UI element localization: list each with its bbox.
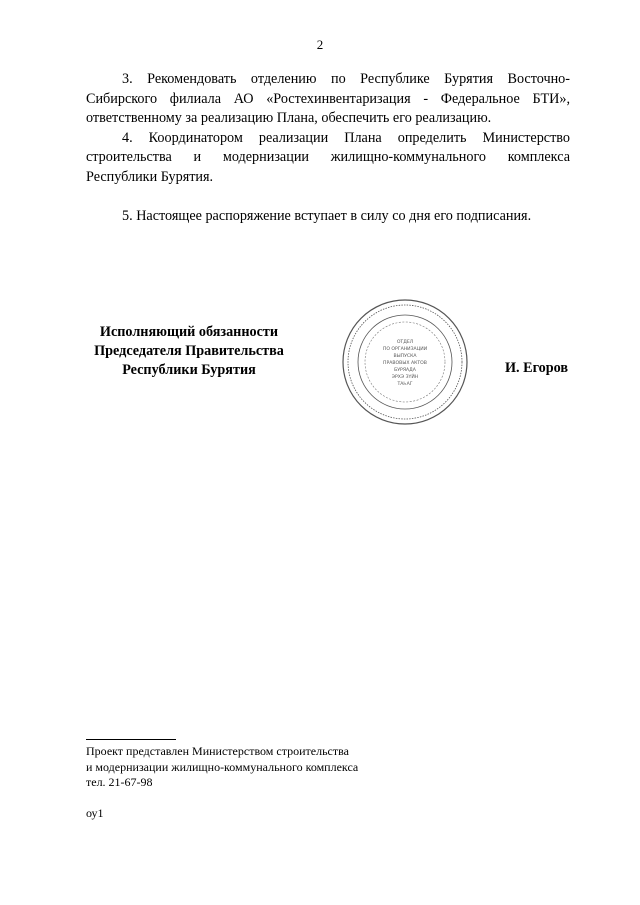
seal-text-line: ЭРХЭ ЗҮЙН bbox=[391, 375, 419, 380]
footer-line: Проект представлен Министерством строительства bbox=[86, 744, 349, 758]
signatory-line: Исполняющий обязанности bbox=[99, 324, 279, 340]
paragraph-3: 3. Рекомендовать отделению по Республике Бурятия Восточно-Сибирского филиала АО «Ростехинвентаризация - Федеральное БТИ», ответственному за реализацию Плана, обеспечить его реализацию. bbox=[86, 71, 570, 126]
paragraph-4: 4. Координатором реализации Плана определить Министерство строительства и модернизации жилищно-коммунального комплекса Республики Бурятия. bbox=[86, 129, 570, 185]
official-seal-stamp bbox=[340, 297, 470, 427]
seal-text-line: ТАҺАГ bbox=[397, 382, 413, 387]
footer-line: и модернизации жилищно-коммунального комплекса bbox=[86, 759, 359, 774]
footer-note bbox=[86, 744, 358, 791]
document-code: оу1 bbox=[86, 806, 104, 820]
seal-text-line: ВЫПУСКА bbox=[393, 354, 417, 359]
paragraph-5: 5. Настоящее распоряжение вступает в силу со дня его подписания. bbox=[122, 208, 532, 224]
footnote-divider bbox=[86, 739, 176, 740]
page-number: 2 bbox=[316, 37, 324, 52]
seal-text-line: ОТДЕЛ bbox=[396, 340, 414, 345]
document-body bbox=[86, 70, 570, 227]
signatory-line: Председателя Правительства bbox=[94, 343, 284, 359]
seal-text-line: ПРАВОВЫХ АКТОВ bbox=[383, 361, 427, 366]
seal-text-line: ПО ОРГАНИЗАЦИИ bbox=[382, 347, 428, 352]
footer-phone: тел. 21-67-98 bbox=[86, 775, 153, 789]
signatory-position bbox=[60, 323, 318, 380]
signer-name: И. Егоров bbox=[505, 360, 569, 376]
seal-text-line: БУРЯАДА bbox=[394, 368, 416, 373]
signatory-line: Республики Бурятия bbox=[122, 362, 256, 378]
